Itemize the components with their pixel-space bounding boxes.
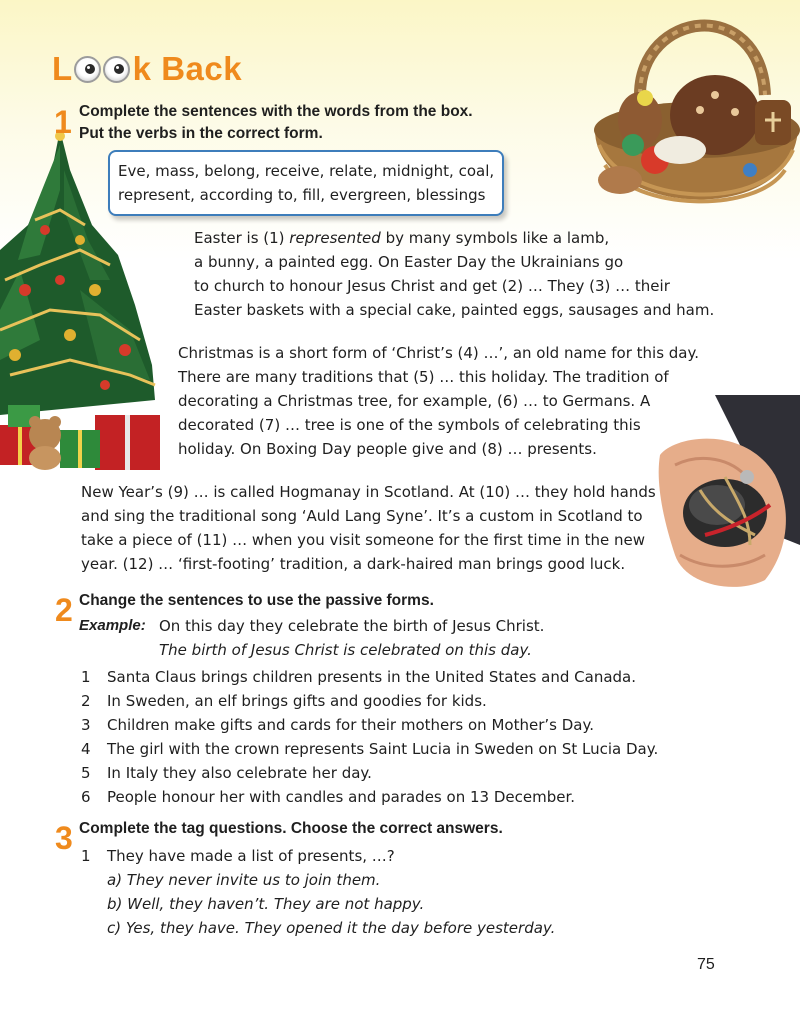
answer-option: b) Well, they haven’t. They are not happy. bbox=[107, 895, 425, 913]
exercise2-list bbox=[81, 665, 658, 809]
word-box: Eve, mass, belong, receive, relate, midnight, coal, represent, according to, fill, evergreen, blessings bbox=[108, 150, 504, 216]
exercise-instruction: Complete the tag questions. Choose the correct answers. bbox=[79, 820, 503, 837]
exercise3-question: 1 They have made a list of presents, …? a) They never invite us to join them. b) Well, they haven’t. They are not happy. c) Yes, they have. They opened it the day before yesterday. bbox=[81, 847, 556, 937]
list-item: 4 The girl with the crown represents Saint Lucia in Sweden on St Lucia Day. bbox=[81, 740, 659, 758]
example-label: Example: bbox=[79, 617, 146, 634]
list-item: 1 Santa Claus brings children presents in the United States and Canada. bbox=[81, 668, 637, 686]
answer-option: c) Yes, they have. They opened it the day before yesterday. bbox=[107, 919, 556, 937]
answer-option: a) They never invite us to join them. bbox=[107, 871, 381, 889]
newyear-paragraph: New Year’s (9) … is called Hogmanay in Scotland. At (10) … they hold hands and sing the traditional song ‘Auld Lang Syne’. It’s a custom in Scotland to take a piece of (11) … when you visit someone for the first time in the new year. (12) … ‘first-footing’ tradition, a dark-haired man brings good luck. bbox=[81, 483, 656, 573]
list-item: 3 Children make gifts and cards for their mothers on Mother’s Day. bbox=[81, 716, 594, 734]
easter-paragraph: Easter is (1) represented by many symbols like a lamb, a bunny, a painted egg. On Easter Day the Ukrainians go to church to honour Jesus Christ and get (2) … They (3) … their Easter baskets with a special cake, painted eggs, sausages and ham. bbox=[194, 229, 715, 319]
page-title: L k Back bbox=[52, 50, 243, 87]
exercise-instruction: Change the sentences to use the passive forms. bbox=[79, 592, 434, 609]
christmas-paragraph: Christmas is a short form of ‘Christ’s (4) …’, an old name for this day. There are many traditions that (5) … this holiday. The tradition of decorating a Christmas tree, for example, (6) … to Germans. A decorated (7) … tree is one of the symbols of celebrating this holiday. On Boxing Day people give and (8) … presents. bbox=[178, 344, 700, 458]
exercise-instruction: Complete the sentences with the words from the box. Put the verbs in the correct form. bbox=[79, 103, 473, 142]
list-item: 6 People honour her with candles and parades on 13 December. bbox=[81, 788, 575, 806]
list-item: 2 In Sweden, an elf brings gifts and goodies for kids. bbox=[81, 692, 487, 710]
eye-icon bbox=[103, 56, 130, 83]
list-item: 5 In Italy they also celebrate her day. bbox=[81, 764, 372, 782]
example-block: Example: On this day they celebrate the birth of Jesus Christ. The birth of Jesus Christ is celebrated on this day. bbox=[79, 614, 544, 662]
eye-icon bbox=[74, 56, 101, 83]
exercise-number: 1 bbox=[54, 104, 72, 140]
easter-basket-image bbox=[585, 0, 800, 235]
page-number: 75 bbox=[697, 956, 715, 973]
exercise-number: 2 bbox=[55, 592, 73, 628]
exercise-number: 3 bbox=[55, 820, 73, 856]
